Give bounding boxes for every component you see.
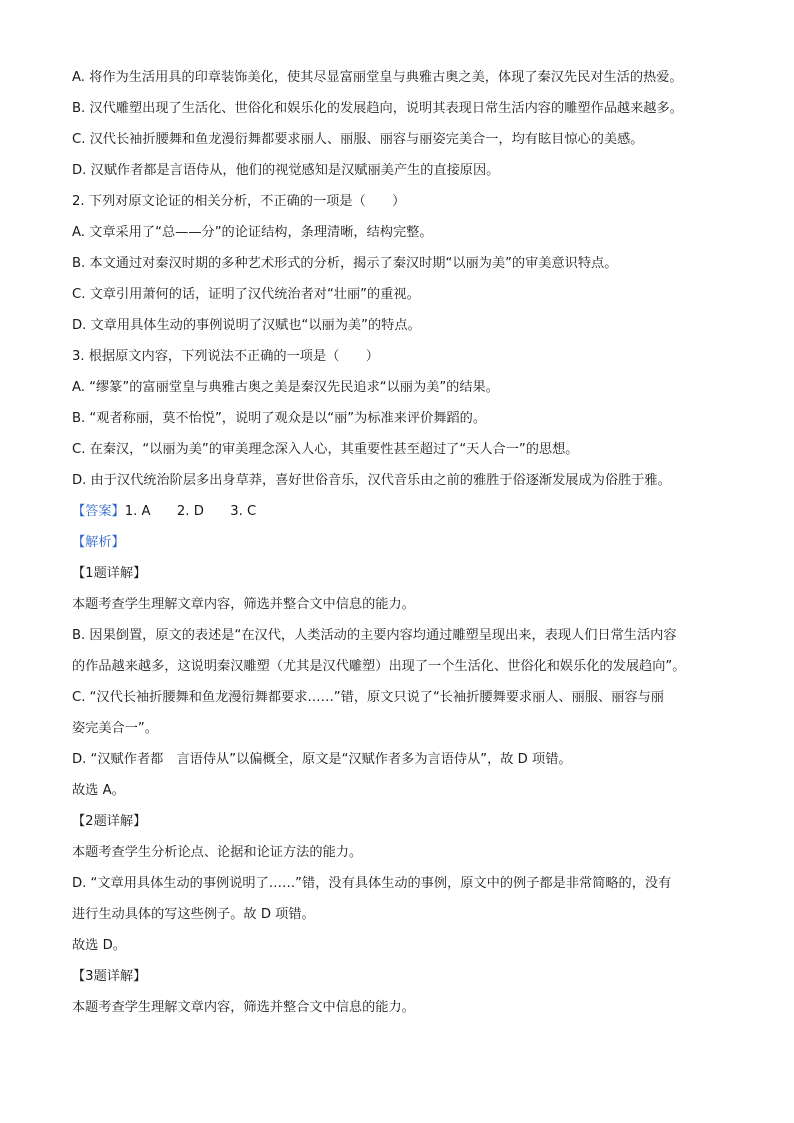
analysis-label: 【解析】 [72, 535, 125, 550]
q2-option-b: B. 本文通过对秦汉时期的多种艺术形式的分析，揭示了秦汉时期“以丽为美”的审美意识特点。 [72, 256, 618, 271]
detail1-conclusion: 故选 A。 [72, 783, 125, 798]
q3-option-d: D. 由于汉代统治阶层多出身草莽，喜好世俗音乐，汉代音乐由之前的雅胜于俗逐渐发展成为俗胜于雅。 [72, 473, 671, 488]
detail1-b-line1: B. 因果倒置，原文的表述是“在汉代，人类活动的主要内容均通过雕塑呈现出来，表现人们日常生活内容 [72, 628, 677, 643]
q1-option-a: A. 将作为生活用具的印章装饰美化，使其尽显富丽堂皇与典雅古奥之美，体现了秦汉先民对生活的热爱。 [72, 70, 683, 85]
q1-option-c: C. 汉代长袖折腰舞和鱼龙漫衍舞都要求丽人、丽服、丽容与丽姿完美合一，均有眩目惊心的美感。 [72, 132, 644, 147]
detail1-c-line1: C. “汉代长袖折腰舞和鱼龙漫衍舞都要求……”错，原文只说了“长袖折腰舞要求丽人、丽服、丽容与丽 [72, 690, 664, 705]
detail2-conclusion: 故选 D。 [72, 938, 126, 953]
answer-label: 【答案】 [72, 504, 125, 519]
detail1-heading: 【1题详解】 [72, 566, 147, 581]
q3-option-a: A. “缪篆”的富丽堂皇与典雅古奥之美是秦汉先民追求“以丽为美”的结果。 [72, 380, 499, 395]
detail1-intro: 本题考查学生理解文章内容，筛选并整合文中信息的能力。 [72, 597, 415, 612]
q1-option-d: D. 汉赋作者都是言语侍从，他们的视觉感知是汉赋丽美产生的直接原因。 [72, 163, 500, 178]
answer-row [72, 496, 732, 527]
detail1-d-line: D. “汉赋作者都 言语侍从”以偏概全，原文是“汉赋作者多为言语侍从”，故 D 项错。 [72, 752, 572, 767]
q2-option-c: C. 文章引用萧何的话，证明了汉代统治者对“壮丽”的重视。 [72, 287, 420, 302]
q2-option-d: D. 文章用具体生动的事例说明了汉赋也“以丽为美”的特点。 [72, 318, 421, 333]
detail3-heading: 【3题详解】 [72, 969, 147, 984]
detail1-c-line2: 姿完美合一”。 [72, 721, 158, 736]
answer-text: 1. A 2. D 3. C [124, 504, 257, 519]
q3-option-b: B. “观者称丽，莫不怡悦”，说明了观众是以“丽”为标准来评价舞蹈的。 [72, 411, 487, 426]
detail2-intro: 本题考查学生分析论点、论据和论证方法的能力。 [72, 845, 363, 860]
q3-option-c: C. 在秦汉，“以丽为美”的审美理念深入人心，其重要性甚至超过了“天人合一”的思想。 [72, 442, 579, 457]
detail2-d-line2: 进行生动具体的写这些例子。故 D 项错。 [72, 907, 315, 922]
document-page [72, 62, 732, 1023]
q3-stem: 3. 根据原文内容，下列说法不正确的一项是（ ） [72, 349, 379, 364]
q2-option-a: A. 文章采用了“总——分”的论证结构，条理清晰，结构完整。 [72, 225, 433, 240]
detail1-b-line2: 的作品越来越多，这说明秦汉雕塑（尤其是汉代雕塑）出现了一个生活化、世俗化和娱乐化的发展趋向”。 [72, 659, 686, 674]
q2-stem: 2. 下列对原文论证的相关分析，不正确的一项是（ ） [72, 194, 406, 209]
detail3-intro: 本题考查学生理解文章内容，筛选并整合文中信息的能力。 [72, 1000, 415, 1015]
detail2-d-line1: D. “文章用具体生动的事例说明了……”错，没有具体生动的事例，原文中的例子都是非常简略的，没有 [72, 876, 672, 891]
detail2-heading: 【2题详解】 [72, 814, 147, 829]
q1-option-b: B. 汉代雕塑出现了生活化、世俗化和娱乐化的发展趋向，说明其表现日常生活内容的雕塑作品越来越多。 [72, 101, 683, 116]
